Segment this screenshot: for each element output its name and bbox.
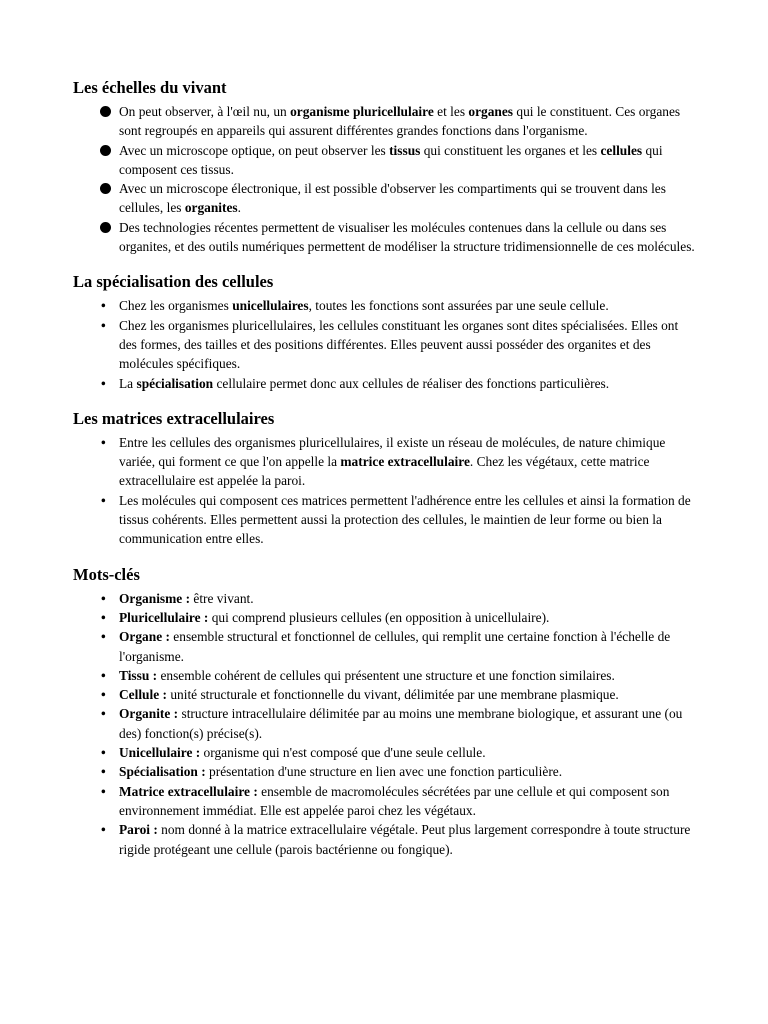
list-item	[73, 374, 698, 393]
text-run: Des technologies récentes permettent de visualiser les molécules contenues dans la cellule ou dans ses organites, et des outils numériques permettent de modéliser la structure tridimensionnelle de ces molécules.	[119, 219, 695, 255]
bold-term: Spécialisation :	[119, 764, 206, 780]
bold-term: Unicellulaire :	[119, 745, 201, 761]
text-run: On peut observer, à l'œil nu, un	[119, 104, 291, 119]
bullet-dot-icon: •	[101, 822, 106, 838]
text-run: unité structurale et fonctionnelle du vivant, délimitée par une membrane plasmique.	[166, 687, 619, 703]
bold-term: spécialisation	[136, 375, 214, 391]
bold-term: Tissu :	[119, 667, 158, 683]
bold-term: Pluricellulaire :	[119, 609, 209, 625]
bold-term: Organisme :	[119, 590, 191, 606]
bold-term: organites	[184, 200, 238, 216]
bullet-dot-icon: •	[101, 687, 106, 703]
bullet-list	[73, 102, 698, 256]
bold-term: Cellule :	[119, 687, 167, 703]
text-run: qui constituent les organes et les	[420, 142, 601, 158]
list-item	[73, 589, 698, 608]
list-item	[73, 433, 698, 491]
section-mots-cles	[73, 565, 698, 859]
list-item	[73, 820, 698, 859]
list-item	[73, 296, 698, 315]
text-run: .	[237, 200, 241, 216]
bullet-dot-icon: •	[101, 434, 106, 450]
text-run: ensemble structural et fonctionnel de cellules, qui remplit une certaine fonction à l'échelle de l'organisme.	[119, 629, 671, 664]
text-run: qui comprend plusieurs cellules (en opposition à unicellulaire).	[208, 609, 550, 625]
list-item	[73, 218, 698, 257]
list-item	[73, 102, 698, 141]
section-title: Les matrices extracellulaires	[73, 408, 275, 428]
bullet-dot-icon: •	[101, 629, 106, 645]
list-item	[73, 762, 698, 781]
bold-term: cellules	[600, 142, 643, 158]
section-title: La spécialisation des cellules	[73, 272, 274, 292]
bullet-dot-icon: •	[101, 667, 106, 683]
bullet-dot-icon: •	[101, 609, 106, 625]
bullet-dot-icon: •	[101, 706, 106, 722]
text-run: , toutes les fonctions sont assurées par une seule cellule.	[308, 298, 609, 314]
bullet-dot-icon	[100, 183, 111, 194]
bullet-dot-icon	[100, 106, 111, 117]
text-run: cellulaire permet donc aux cellules de réaliser des fonctions particulières.	[213, 375, 610, 391]
text-run: être vivant.	[190, 590, 254, 606]
section-specialisation-des-cellules	[73, 272, 698, 392]
bold-term: tissus	[389, 142, 421, 158]
text-run: ensemble de macromolécules sécrétées par une cellule et qui composent son environnement immédiat. Elle est appelée paroi chez les végétaux.	[119, 783, 670, 818]
text-run: et les	[433, 104, 469, 119]
bullet-dot-icon: •	[101, 492, 106, 508]
text-run: ensemble cohérent de cellules qui présentent une structure et une fonction similaires.	[157, 667, 615, 683]
document-page	[73, 78, 698, 875]
list-item	[73, 685, 698, 704]
list-item	[73, 141, 698, 180]
bold-term: Organe :	[119, 629, 170, 645]
bullet-dot-icon: •	[101, 298, 106, 314]
text-run: qui le constituent. Ces organes sont regroupés en appareils qui assurent différentes grandes fonctions dans l'organisme.	[119, 104, 681, 139]
bold-term: organes	[468, 104, 514, 119]
text-run: organisme qui n'est composé que d'une seule cellule.	[200, 745, 486, 761]
list-item	[73, 316, 698, 374]
list-item	[73, 608, 698, 627]
text-run: qui composent ces tissus.	[119, 142, 663, 177]
bullet-dot-icon: •	[101, 764, 106, 780]
text-run: Les molécules qui composent ces matrices permettent l'adhérence entre les cellules et ainsi la formation de tissus cohérents. Elles permettent aussi la protection des cellules, le maintien de leur forme ou bien la communication entre elles.	[119, 492, 691, 547]
section-echelles-du-vivant	[73, 78, 698, 256]
section-title: Mots-clés	[73, 564, 140, 584]
bullet-dot-icon: •	[101, 590, 106, 606]
text-run: La	[119, 375, 137, 391]
bullet-list	[73, 296, 698, 392]
bullet-dot-icon	[100, 222, 111, 233]
bullet-list	[73, 433, 698, 549]
bullet-dot-icon: •	[101, 745, 106, 761]
section-matrices-extracellulaires	[73, 409, 698, 549]
list-item	[73, 627, 698, 666]
text-run: Avec un microscope optique, on peut observer les	[119, 142, 390, 158]
list-item	[73, 179, 698, 218]
bold-term: matrice extracellulaire	[340, 454, 470, 470]
text-run: Avec un microscope électronique, il est possible d'observer les compartiments qui se trouvent dans les cellules, les	[119, 181, 666, 216]
text-run: Chez les organismes	[119, 298, 233, 314]
list-item	[73, 743, 698, 762]
text-run: présentation d'une structure en lien avec une fonction particulière.	[205, 764, 563, 780]
bullet-dot-icon: •	[101, 317, 106, 333]
list-item	[73, 782, 698, 821]
text-run: . Chez les végétaux, cette matrice extracellulaire est appelée la paroi.	[119, 454, 650, 489]
bullet-dot-icon: •	[101, 783, 106, 799]
text-run: Chez les organismes pluricellulaires, les cellules constituant les organes sont dites spécialisées. Elles ont des formes, des tailles et des positions différentes. Elles peuvent aussi posséder des organites et des molécules spécifiques.	[119, 317, 679, 372]
bullet-dot-icon	[100, 145, 111, 156]
bold-term: Paroi :	[119, 822, 158, 838]
text-run: nom donné à la matrice extracellulaire végétale. Peut plus largement correspondre à toute structure rigide protégeant une cellule (parois bactérienne ou fongique).	[119, 822, 691, 857]
text-run: Entre les cellules des organismes pluricellulaires, il existe un réseau de molécules, de nature chimique variée, qui forment ce que l'on appelle la	[119, 434, 666, 470]
list-item	[73, 666, 698, 685]
list-item	[73, 704, 698, 743]
text-run: structure intracellulaire délimitée par au moins une membrane biologique, et assurant une (ou des) fonction(s) précise(s).	[119, 706, 683, 741]
bold-term: organisme pluricellulaire	[290, 104, 434, 119]
list-item	[73, 491, 698, 549]
bold-term: Matrice extracellulaire :	[119, 783, 258, 799]
section-title: Les échelles du vivant	[73, 78, 227, 97]
bullet-dot-icon: •	[101, 375, 106, 391]
bold-term: Organite :	[119, 706, 179, 722]
bold-term: unicellulaires	[232, 298, 309, 314]
bullet-list	[73, 589, 698, 859]
